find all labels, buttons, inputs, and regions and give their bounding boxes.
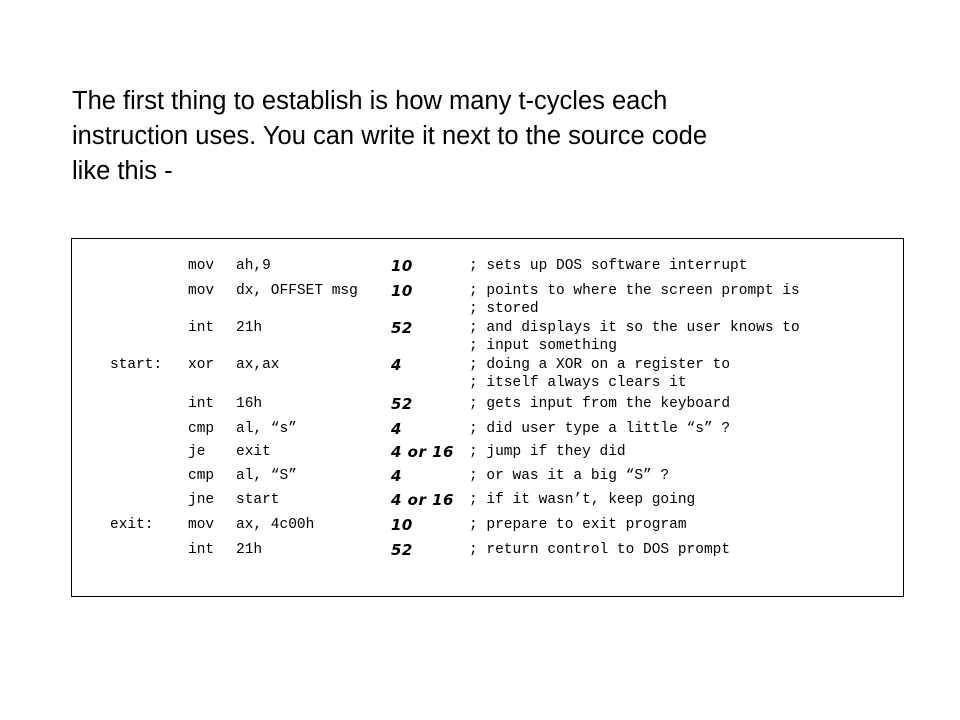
code-opcode: int (188, 542, 215, 558)
tcycle-annotation: 10 (391, 282, 413, 300)
code-opcode: cmp (188, 468, 215, 484)
code-opcode: cmp (188, 421, 215, 437)
code-comment: ; did user type a little “s” ? (469, 421, 731, 437)
code-row (72, 516, 903, 534)
code-row (72, 356, 903, 374)
intro-line: like this - (72, 157, 173, 185)
code-row (72, 374, 903, 392)
code-operands: dx, OFFSET msg (236, 283, 358, 299)
code-operands: start (236, 492, 280, 508)
code-row (72, 257, 903, 275)
tcycle-annotation: 52 (391, 395, 413, 413)
code-row (72, 541, 903, 559)
intro-line: instruction uses. You can write it next to the source code (72, 122, 708, 150)
code-opcode: xor (188, 357, 215, 373)
code-opcode: je (188, 444, 206, 460)
code-opcode: mov (188, 283, 215, 299)
tcycle-annotation: 52 (391, 541, 413, 559)
code-row (72, 319, 903, 337)
code-comment: ; doing a XOR on a register to (469, 357, 731, 373)
code-listing (71, 238, 904, 597)
code-row (72, 491, 903, 509)
code-operands: al, “S” (236, 468, 297, 484)
tcycle-annotation: 4 (391, 420, 402, 438)
code-operands: ax,ax (236, 357, 280, 373)
tcycle-annotation: 4 (391, 356, 402, 374)
tcycle-annotation: 4 or 16 (391, 443, 454, 461)
code-operands: exit (236, 444, 271, 460)
code-opcode: int (188, 396, 215, 412)
code-opcode: mov (188, 258, 215, 274)
code-operands: ax, 4c00h (236, 517, 315, 533)
code-operands: al, “s” (236, 421, 297, 437)
code-row (72, 282, 903, 300)
code-label: start: (110, 357, 163, 373)
code-label: exit: (110, 517, 154, 533)
code-comment: ; if it wasn’t, keep going (469, 492, 696, 508)
code-comment: ; sets up DOS software interrupt (469, 258, 748, 274)
code-row (72, 300, 903, 318)
code-opcode: jne (188, 492, 215, 508)
code-comment: ; input something (469, 338, 617, 354)
code-comment: ; itself always clears it (469, 375, 687, 391)
tcycle-annotation: 4 or 16 (391, 491, 454, 509)
code-row (72, 420, 903, 438)
code-comment: ; stored (469, 301, 539, 317)
code-row (72, 395, 903, 413)
tcycle-annotation: 52 (391, 319, 413, 337)
intro-line: The first thing to establish is how many t-cycles each (72, 87, 668, 115)
code-comment: ; gets input from the keyboard (469, 396, 731, 412)
intro-paragraph (72, 84, 892, 189)
code-comment: ; jump if they did (469, 444, 626, 460)
code-operands: 16h (236, 396, 263, 412)
code-comment: ; and displays it so the user knows to (469, 320, 800, 336)
tcycle-annotation: 10 (391, 516, 413, 534)
code-operands: ah,9 (236, 258, 271, 274)
code-opcode: mov (188, 517, 215, 533)
code-operands: 21h (236, 320, 263, 336)
tcycle-annotation: 4 (391, 467, 402, 485)
code-operands: 21h (236, 542, 263, 558)
code-row (72, 337, 903, 355)
tcycle-annotation: 10 (391, 257, 413, 275)
code-opcode: int (188, 320, 215, 336)
code-comment: ; points to where the screen prompt is (469, 283, 800, 299)
code-comment: ; return control to DOS prompt (469, 542, 731, 558)
code-row (72, 443, 903, 461)
code-row (72, 467, 903, 485)
code-comment: ; or was it a big “S” ? (469, 468, 670, 484)
code-comment: ; prepare to exit program (469, 517, 687, 533)
